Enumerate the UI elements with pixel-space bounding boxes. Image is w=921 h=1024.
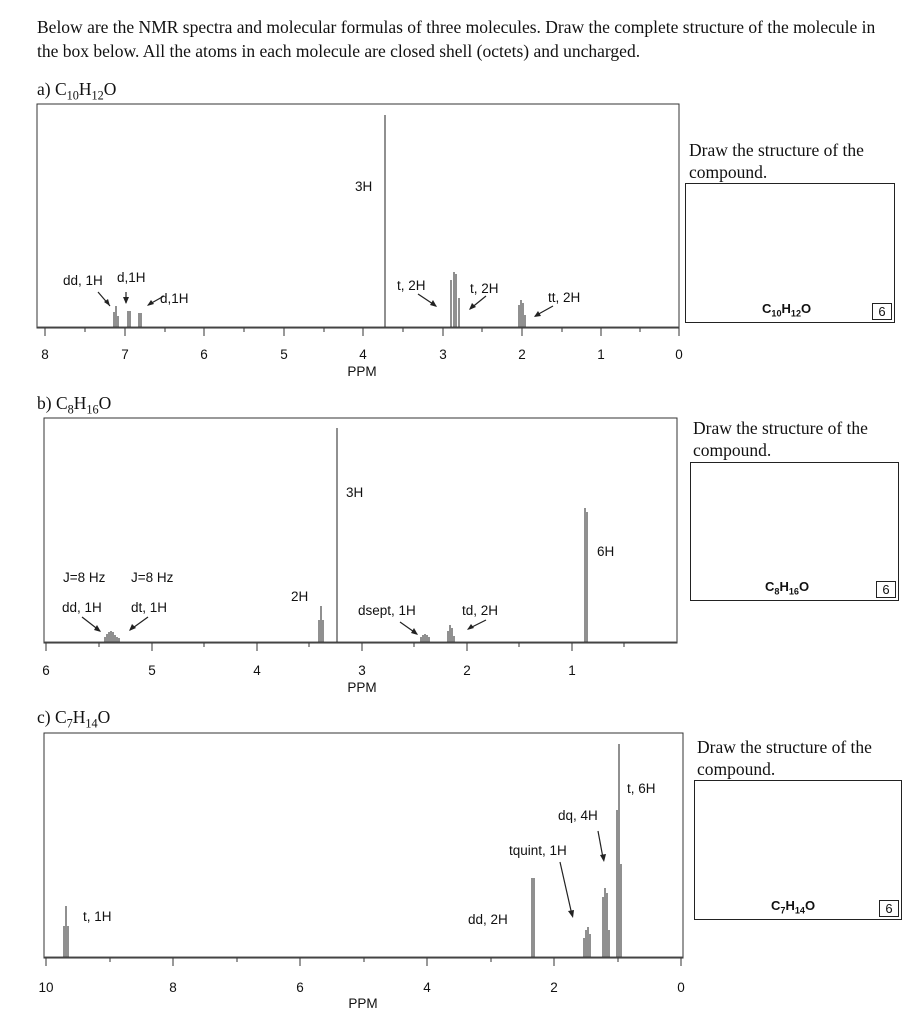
annot-c-tquint1h: tquint, 1H	[509, 843, 567, 858]
tick-b-1: 1	[568, 663, 576, 678]
tick-c-0: 0	[677, 980, 685, 995]
axis-label-c: PPM	[348, 996, 378, 1011]
prompt-c: Draw the structure of the compound.	[697, 737, 872, 779]
points-b: 6	[876, 581, 896, 598]
tick-b-3: 3	[358, 663, 366, 678]
formula-a: $C_{10}H_{12}O$	[762, 301, 812, 319]
points-a: 6	[872, 303, 892, 320]
tick-a-8: 8	[41, 347, 49, 362]
part-b-label: b) $C_8H_{16}O$	[37, 393, 112, 417]
tick-a-3: 3	[439, 347, 447, 362]
tick-a-6: 6	[200, 347, 208, 362]
instructions-text: Below are the NMR spectra and molecular formulas of three molecules. Draw the complete structure of the molecule in the box below. All the atoms in each molecule are closed shell (octets) and uncharged.	[37, 17, 876, 61]
annot-b-td2h: td, 2H	[462, 603, 499, 618]
tick-b-5: 5	[148, 663, 156, 678]
annot-a-dd1h: dd, 1H	[63, 273, 103, 288]
annot-a-d1h-2: d,1H	[160, 291, 189, 306]
annot-c-t1h: t, 1H	[83, 909, 112, 924]
axis-label-b: PPM	[347, 680, 377, 695]
annot-b-dt1h: dt, 1H	[131, 600, 168, 615]
tick-c-10: 10	[38, 980, 54, 995]
tick-c-8: 8	[169, 980, 177, 995]
tick-a-4: 4	[359, 347, 367, 362]
tick-a-2: 2	[518, 347, 526, 362]
annot-a-t2h-2: t, 2H	[470, 281, 499, 296]
part-c-label: c) $C_7H_{14}O$	[37, 707, 111, 731]
annot-b-dd1h: dd, 1H	[62, 600, 102, 615]
formula-c: $C_7H_{14}O$	[771, 898, 816, 916]
tick-c-6: 6	[296, 980, 304, 995]
annot-b-6h: 6H	[597, 544, 615, 559]
annot-c-t6h: t, 6H	[627, 781, 656, 796]
annot-c-dd2h: dd, 2H	[468, 912, 508, 927]
formula-b: $C_8H_{16}O$	[765, 579, 810, 597]
prompt-a: Draw the structure of the compound.	[689, 140, 864, 182]
tick-b-4: 4	[253, 663, 261, 678]
annot-a-tt2h: tt, 2H	[548, 290, 581, 305]
annot-b-3h: 3H	[346, 485, 364, 500]
tick-a-7: 7	[121, 347, 129, 362]
annot-a-3h: 3H	[355, 179, 373, 194]
tick-a-1: 1	[597, 347, 605, 362]
tick-a-5: 5	[280, 347, 288, 362]
answer-box-c[interactable]	[694, 780, 902, 920]
annot-b-dsept1h: dsept, 1H	[358, 603, 416, 618]
prompt-b: Draw the structure of the compound.	[693, 418, 868, 460]
part-a-label: a) $C_{10}H_{12}O$	[37, 79, 117, 103]
answer-box-a[interactable]	[685, 183, 895, 323]
tick-a-0: 0	[675, 347, 683, 362]
annot-a-t2h-1: t, 2H	[397, 278, 426, 293]
points-c: 6	[879, 900, 899, 917]
annot-c-dq4h: dq, 4H	[558, 808, 598, 823]
annot-a-d1h-1: d,1H	[117, 270, 146, 285]
tick-c-2: 2	[550, 980, 558, 995]
annot-b-j8-2: J=8 Hz	[131, 570, 174, 585]
axis-label-a: PPM	[347, 364, 377, 379]
annot-b-j8-1: J=8 Hz	[63, 570, 106, 585]
tick-b-6: 6	[42, 663, 50, 678]
tick-c-4: 4	[423, 980, 431, 995]
answer-box-b[interactable]	[690, 462, 899, 601]
tick-b-2: 2	[463, 663, 471, 678]
annot-b-2h: 2H	[291, 589, 309, 604]
